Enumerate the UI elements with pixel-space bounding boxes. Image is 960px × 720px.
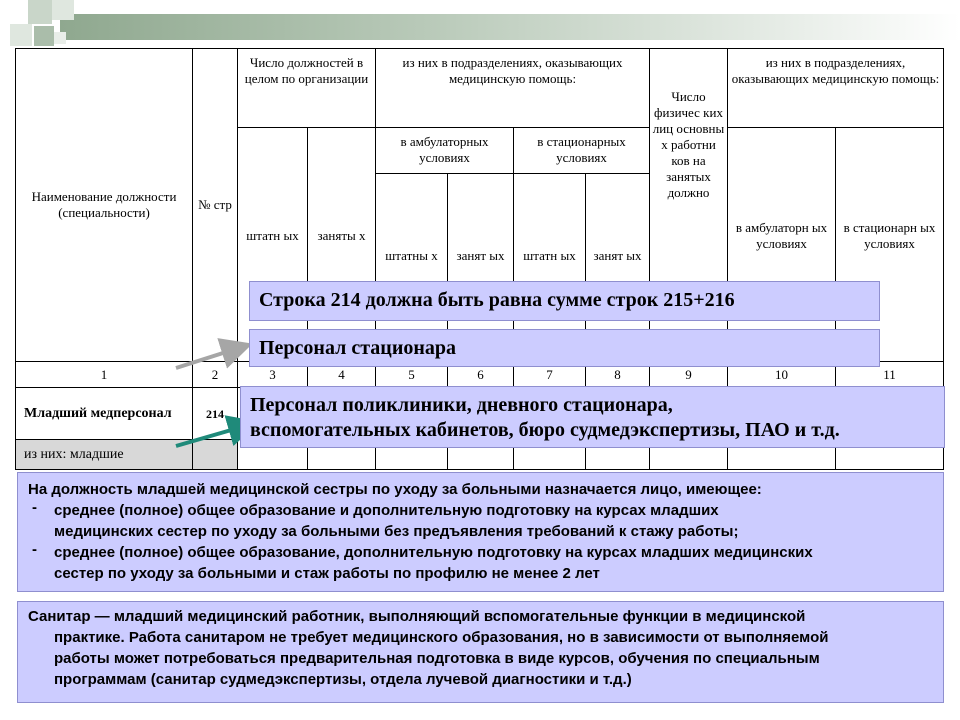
col-number: 1 xyxy=(15,362,193,388)
callout-line: вспомогательных кабинетов, бюро судмедэкспертизы, ПАО и т.д. xyxy=(250,419,840,441)
col-number: 10 xyxy=(728,362,836,388)
col-occupied2: занят ых xyxy=(448,174,514,362)
col-staff2: штатны х xyxy=(376,174,448,362)
row-name-junior-sub: из них: младшие xyxy=(15,440,193,470)
note-item xyxy=(28,542,933,563)
col-occupied3: занят ых xyxy=(586,174,650,362)
col-row-no-header: № стр xyxy=(193,48,238,362)
note-item xyxy=(28,500,933,521)
col-staff3: штатн ых xyxy=(514,174,586,362)
note-text: среднее (полное) общее образование, дополнительную подготовку на курсах младших медицинских xyxy=(54,544,813,561)
note-text: медицинских сестер по уходу за больными без предъявления требований к стажу работы; xyxy=(54,523,739,540)
callout-sum-rule: Строка 214 должна быть равна сумме строк 215+216 xyxy=(249,281,880,321)
col-amb2: в амбулаторн ых условиях xyxy=(728,128,836,362)
note-text: практике. Работа санитаром не требует медицинского образования, но в зависимости от выполняемой xyxy=(54,629,829,646)
col-subdiv2-header: из них в подразделениях, оказывающих медицинскую помощь: xyxy=(728,48,944,128)
row-number: 214 xyxy=(193,388,238,440)
col-number: 9 xyxy=(650,362,728,388)
col-number: 11 xyxy=(836,362,944,388)
note-text: программам (санитар судмедэкспертизы, отдела лучевой диагностики и т.д.) xyxy=(54,671,632,688)
bullet-dash: - xyxy=(32,541,37,558)
nurse-definition-note xyxy=(17,472,944,592)
col-number: 4 xyxy=(308,362,376,388)
col-number: 6 xyxy=(448,362,514,388)
col-number: 7 xyxy=(514,362,586,388)
col-name-header: Наименование должности (специальности) xyxy=(15,48,193,362)
col-staff: штатн ых xyxy=(238,128,308,362)
row-name-junior-staff: Младший медперсонал xyxy=(15,388,193,440)
note-text: среднее (полное) общее образование и дополнительную подготовку на курсах младших xyxy=(54,502,719,519)
arrow-stationary xyxy=(176,346,245,368)
col-number: 3 xyxy=(238,362,308,388)
note-text: Санитар — младший медицинский работник, выполняющий вспомогательные функции в медицинской xyxy=(28,608,806,625)
note-text: сестер по уходу за больными и стаж работы по профилю не менее 2 лет xyxy=(54,565,600,582)
col-number: 2 xyxy=(193,362,238,388)
bullet-dash: - xyxy=(32,499,37,516)
col-phys-header: Число физичес ких лиц основны х работни ков на занятых должно xyxy=(650,48,728,362)
callout-polyclinic-staff xyxy=(240,386,945,448)
sanitar-definition-note xyxy=(17,601,944,703)
col-stat2: в стационарн ых условиях xyxy=(836,128,944,362)
note-intro: На должность младшей медицинской сестры по уходу за больными назначается лицо, имеющее: xyxy=(28,481,762,498)
callout-stationary-staff: Персонал стационара xyxy=(249,329,880,367)
col-subdiv-header: из них в подразделениях, оказывающих медицинскую помощь: xyxy=(376,48,650,128)
note-text: работы может потребоваться предварительная подготовка в виде курсов, обучения по специальным xyxy=(54,650,820,667)
col-occupied: заняты х xyxy=(308,128,376,362)
col-stationary-header: в стационарных условиях xyxy=(514,128,650,174)
callout-line: Персонал поликлиники, дневного стационара, xyxy=(250,394,673,416)
col-ambulatory-header: в амбулаторных условиях xyxy=(376,128,514,174)
col-total-header: Число должностей в целом по организации xyxy=(238,48,376,128)
col-number: 8 xyxy=(586,362,650,388)
col-number: 5 xyxy=(376,362,448,388)
